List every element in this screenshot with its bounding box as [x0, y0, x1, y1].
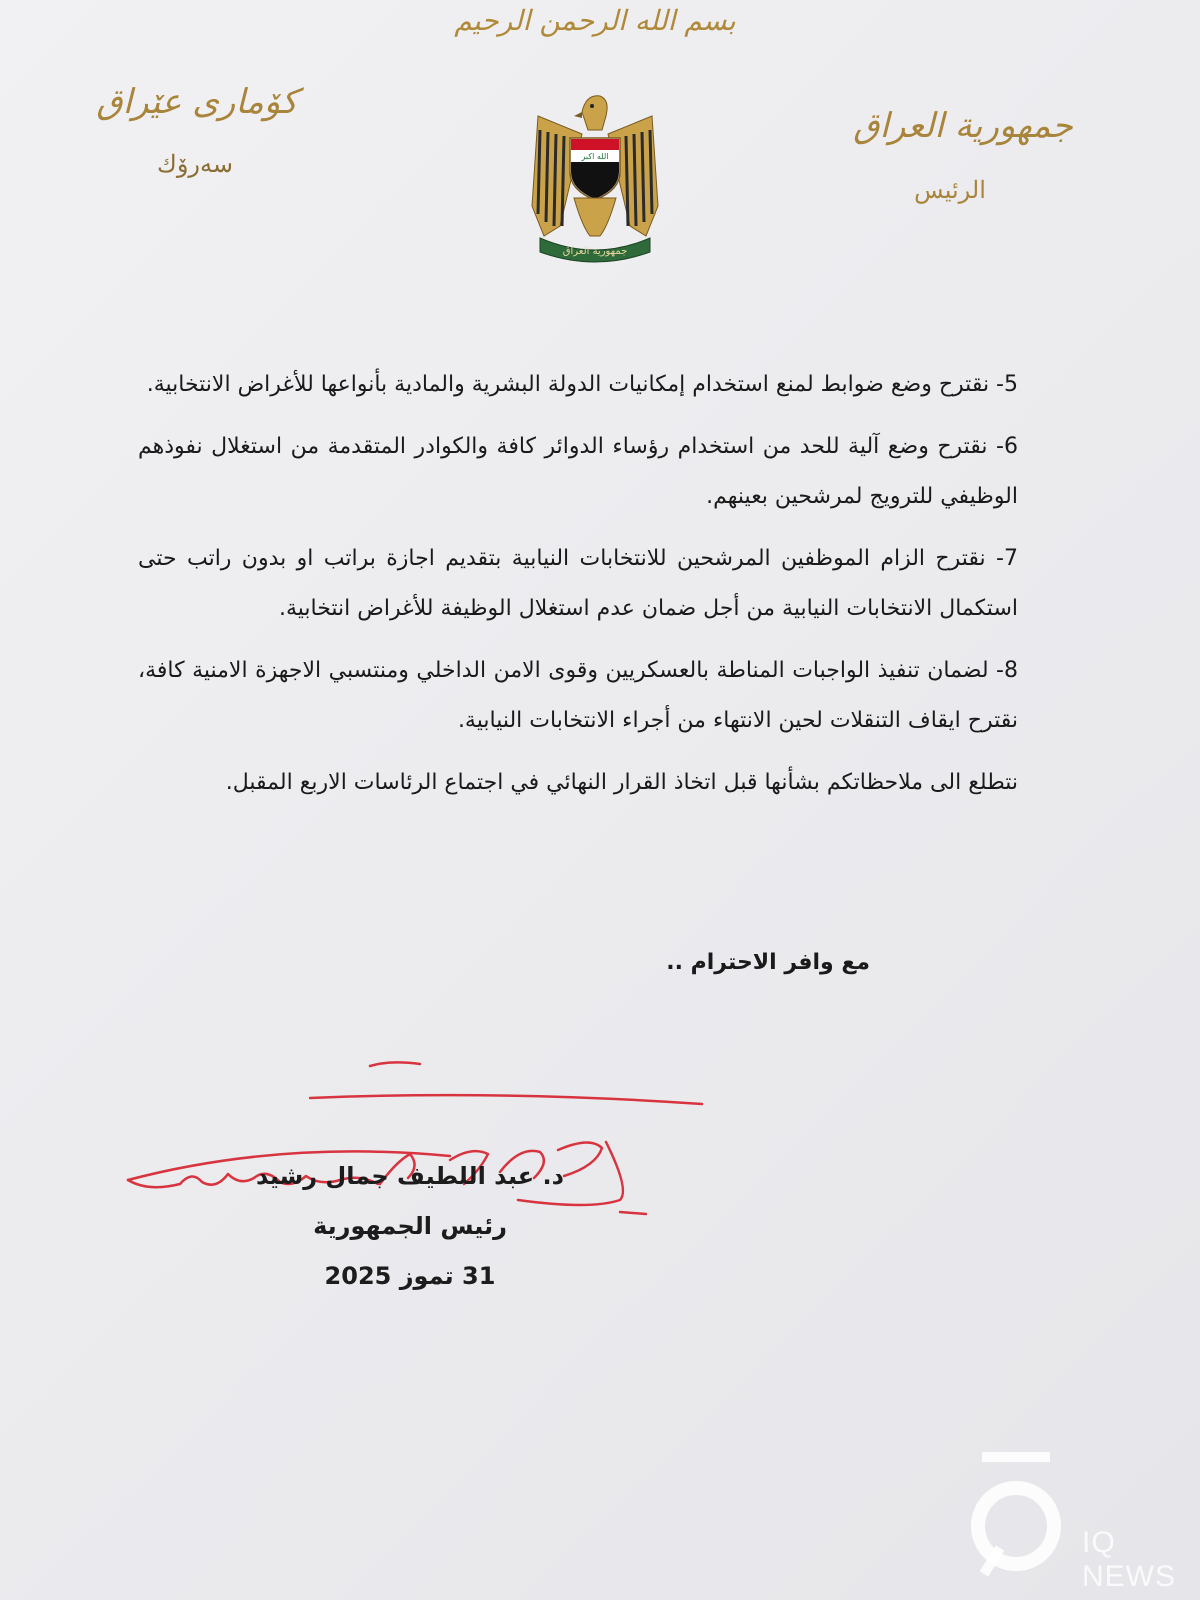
signatory-date: 31 تموز 2025 [324, 1262, 496, 1290]
closing-request-paragraph: نتطلع الى ملاحظاتكم بشأنها قبل اتخاذ القرار النهائي في اجتماع الرئاسات الاربع المقبل. [225, 770, 1018, 795]
emblem-motto: الله اكبر [581, 152, 609, 161]
kurdish-title: كۆماری عێراق [96, 82, 298, 122]
watermark-text: IQ NEWS [1082, 1526, 1176, 1593]
paragraph-7: 7- نقترح الزام الموظفين المرشحين للانتخابات النيابية بتقديم اجازة براتب او بدون راتب حتى استكمال الانتخابات النيابية من أجل ضمان عدم استغلال الوظيفة للأغراض انتخابية. [138, 546, 1018, 621]
arabic-title: جمهورية العراق [853, 106, 1073, 146]
paragraph-6: 6- نقترح وضع آلية للحد من استخدام رؤساء الدوائر كافة والكوادر المتقدمة من استغلال نفوذهم الوظيفي للترويج لمرشحين بعينهم. [138, 434, 1018, 509]
paragraph-8: 8- لضمان تنفيذ الواجبات المناطة بالعسكريين وقوى الامن الداخلي ومنتسبي الاجهزة الامنية كافة، نقترح ايقاف التنقلات لحين الانتهاء من أجراء الانتخابات النيابية. [138, 658, 1018, 733]
kurdish-subtitle: سەرۆك [157, 150, 233, 178]
signatory-name: د. عبد اللطيف جمال رشيد [255, 1162, 564, 1190]
basmala-heading: بسم الله الرحمن الرحيم [454, 4, 736, 37]
arabic-subtitle: الرئيس [914, 176, 986, 204]
paragraph-5: 5- نقترح وضع ضوابط لمنع استخدام إمكانيات الدولة البشرية والمادية بأنواعها للأغراض الانتخابية. [146, 372, 1018, 397]
letter-body [138, 360, 1018, 820]
signatory-title: رئيس الجمهورية [313, 1212, 507, 1240]
emblem-inscription: جمهورية العراق [562, 246, 628, 257]
closing-salutation: مع وافر الاحترام .. [666, 950, 870, 975]
iraq-eagle-emblem-icon [530, 86, 660, 264]
